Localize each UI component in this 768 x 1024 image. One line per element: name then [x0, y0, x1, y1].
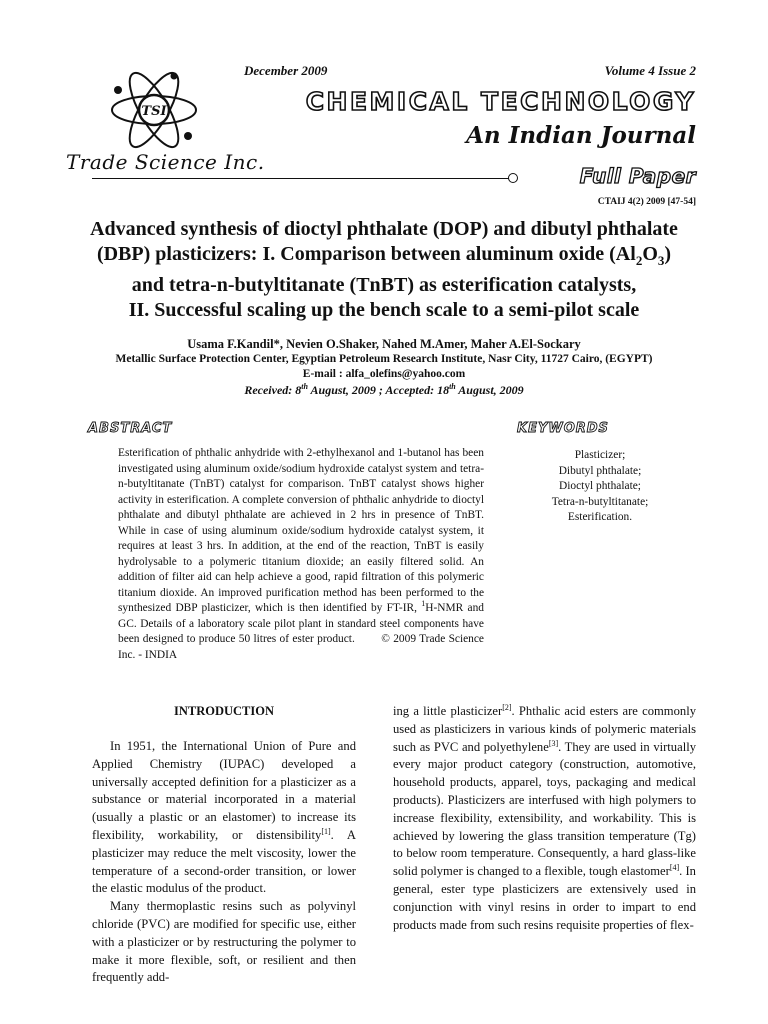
paper-type: Full Paper [579, 164, 696, 188]
authors: Usama F.Kandil*, Nevien O.Shaker, Nahed M.Amer, Maher A.El-Sockary [187, 337, 581, 351]
keywords-heading: KEYWORDS [517, 421, 609, 436]
paragraph-2: Many thermoplastic resins such as polyvinyl chloride (PVC) are modified for specific use, either with a plasticizer or by restructuring the polymer to make it more flexible, soft, or resilient and then frequently add- [92, 899, 356, 985]
introduction-heading: INTRODUCTION [173, 704, 274, 718]
logo-text: TSI [141, 104, 167, 119]
keyword-item: Plasticizer; [574, 449, 626, 461]
received-dates: Received: 8th August, 2009 ; Accepted: 18th August, 2009 [244, 382, 524, 397]
publisher-name: Trade Science Inc. [66, 150, 265, 174]
keyword-item: Esterification. [567, 511, 633, 523]
title-line-4: II. Successful scaling up the bench scale to a semi-pilot scale [128, 299, 640, 321]
title-line-3: and tetra-n-butyltitanate (TnBT) as esterification catalysts, [131, 274, 637, 296]
issue-volume: Volume 4 Issue 2 [604, 63, 696, 78]
keyword-item: Dioctyl phthalate; [559, 480, 641, 492]
abstract-text: Esterification of phthalic anhydride with 2-ethylhexanol and 1-butanol has been investigated using aluminum oxide/sodium hydroxide catalyst system and tetra-n-butyltitanate (TnBT) catalyst for comparison. TnBT catalyst shows higher activity in esterification. A complete conversion of phthalic anhydride to dioctyl phthalate and dibutyl phthalate are achieved in 2 hrs in presence of TnBT. While in case of using aluminum oxide/sodium hydroxide catalyst system, it requires at least 3 hrs. In addition, at the end of the reaction, TnBT is easily hydrolysable to a polymeric titanium dioxide; an easily filtered solid. An addition of filter aid can help achieve a good, rapid filtration of this polymeric titanium dioxide. An improved purification method has been performed to the synthesized DBP plasticizer, which is then identified by FT-IR, $^1$H-NMR and GC. Details of a laboratory scale pilot plant in standard steel components have been designed to produce 50 litres of ester product. © 2009 Trade Science Inc. - INDIA [118, 447, 484, 661]
keywords-list [520, 448, 680, 526]
journal-subtitle: An Indian Journal [466, 122, 696, 149]
abstract-heading: ABSTRACT [88, 421, 173, 436]
author-email: E-mail : alfa_olefins@yahoo.com [302, 368, 466, 380]
body-column-right [393, 703, 696, 934]
keyword-item: Tetra-n-butyltitanate; [551, 495, 649, 508]
paragraph-2-continued: ing a little plasticizer[2]. Phthalic acid esters are commonly used as plasticizers in various kinds of polymeric materials such as PVC and polyethylene[3]. They are used in virtually every major product category (construction, automotive, household products, apparel, toys, packaging and medical products). Plasticizers are interfused with high polymers to increase flexibility, extensibility, and workability. This is achieved by lowering the glass transition temperature (Tg) to below room temperature. Consequently, a hard glass-like solid polymer is changed to a flexible, tough elastomer[4]. In general, ester type plasticizers are extensively used in conjunction with vinyl resins in order to impart to end products made from such resins requisite properties of flex- [393, 702, 696, 932]
citation: CTAIJ 4(2) 2009 [47-54] [597, 197, 696, 207]
header-rule-bullet [508, 173, 518, 183]
title-line-2: (DBP) plasticizers: I. Comparison between aluminum oxide $(Al_2O_3)$ [96, 243, 672, 268]
keyword-item: Dibutyl phthalate; [558, 464, 642, 477]
paragraph-1: In 1951, the International Union of Pure and Applied Chemistry (IUPAC) developed a universally accepted definition for a plasticizer as a substance or material incorporated in a material (usually a plastic or an elastomer) to increase its flexibility, workability, or distensibility[1]. A plasticizer may reduce the melt viscosity, lower the temperature of a second-order transition, or lower the elastic modulus of the product. [92, 739, 356, 896]
header-rule [92, 178, 512, 179]
title-line-1: Advanced synthesis of dioctyl phthalate (DOP) and dibutyl phthalate [90, 218, 678, 240]
body-column-left [92, 738, 356, 987]
affiliation: Metallic Surface Protection Center, Egyptian Petroleum Research Institute, Nasr City, 11727 Cairo, (EGYPT) [115, 353, 653, 365]
article-title [60, 217, 708, 323]
publisher-logo [108, 64, 200, 156]
copyright: © 2009 Trade Science Inc. - INDIA [118, 633, 484, 661]
issue-date: December 2009 [244, 63, 328, 78]
journal-name: CHEMICAL TECHNOLOGY [305, 87, 696, 116]
